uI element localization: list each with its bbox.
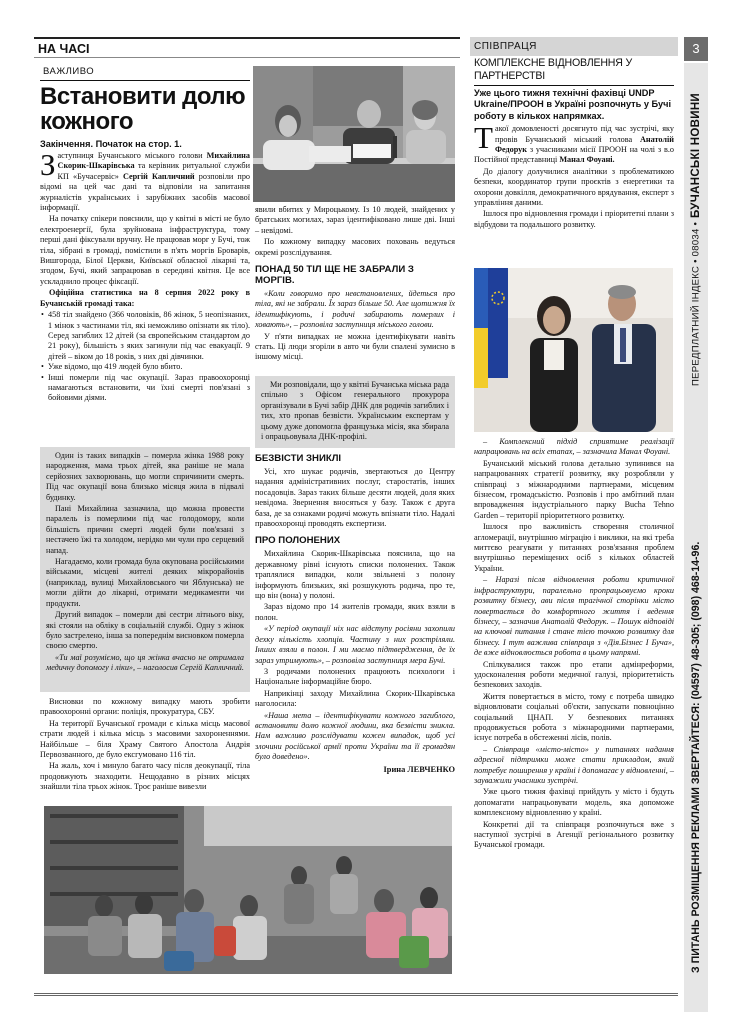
paragraph: явили вбитих у Мироцькому. Із 10 людей, знайдених у братських могилах, зараз ідентифіковано лише дві. Інші – невідомі. (255, 205, 455, 235)
author-byline: Ірина ЛЕВЧЕНКО (383, 764, 455, 774)
paragraph: Ішлося про важливість створення столичної агломерації, внутрішню міграцію і виклики, на які треба миттєво реагувати у питаннях розв'язання проблем внутрішньо переміщених осіб з кількох областей України. (474, 522, 674, 573)
paragraph: Ішлося про відновлення громади і пріоритетні плани з відбудови та подальшого розвитку. (474, 209, 674, 229)
quote: «Коли говоримо про невстановлених, йдеться про тіла, які не забрали. Їх зараз більше 50. Але щотижня їх ідентифікують, і родичі забирають померлих і ховають», – розповіла заступниця міського голови. (255, 289, 455, 330)
stats-item: • Уже відомо, що 419 людей було вбито. (40, 362, 250, 372)
article-column-2-bottom (255, 453, 455, 774)
paragraph: На початку спікери пояснили, що у квітні в місті не було електроенергії, була зруйнована інфраструктура, тому перші дані фіксували вручну. Не працював морг у Бучі, тож тіла, зібрані в громаді, помістили в п'ять моргів Броварів, Вишгорода, Білої Церкви, Київської обласної лікарні та, згодом, Бучі, який запрацював в середині квітня. Це все ускладнило процес фіксації. (40, 214, 250, 286)
photo-mayor-undp (474, 268, 673, 432)
cooperation-article-continued (474, 437, 674, 852)
section-title-right: СПІВПРАЦЯ (474, 41, 537, 52)
article-headline (40, 84, 250, 134)
stats-item: • 458 тіл знайдено (366 чоловіків, 86 жінок, 5 неопізнаних, 1 мінок з частинами тіл, які неможливо опізнати як тіло). Серед загиблих 12 дітей (за європейським стандартом до 21 року), більшість з яких загинули під час евакуації. 9 дітей – віком до 18 років, з них дві дівчинки. (40, 310, 250, 362)
article-lead: Уже цього тижня технічні фахівці UNDP Ukraine/ПРООН в Україні розпочнуть у Бучі роботу в кількох напрямках. (474, 88, 672, 121)
stats-list (40, 310, 250, 404)
box-paragraph: Ми розповідали, що у квітні Бучанська міська рада спільно з Офісом генерального прокурора організували в Бучі забір ДНК для родичів загиблих і тих, хто пропав безвісти. Українським експертам у цьому дуже допомогла французька місія, яка збирала і опрацьовувала ДНК-профілі. (261, 380, 449, 442)
page-number: 3 (684, 37, 708, 61)
article-label: ВАЖЛИВО (40, 66, 250, 81)
paragraph: Бучанський міський голова детально зупинився на напрацюваннях стратегії розвитку, яку розробляли у співпраці з міжнародними партнерами, місцевим бізнесом, громадськістю. Розповів і про амбітний план впровадження індустріального парку Bucha Tehno Garden – території пріоритетного розвитку. (474, 458, 674, 520)
paragraph: Висновки по кожному випадку мають зробити правоохоронні органи: поліція, прокуратура, СБУ. (40, 697, 250, 717)
sidebar-box-cases (40, 447, 250, 692)
quote: – Співпраця «місто-місто» у питаннях надання адресної підтримки може стати прикладом, який потребує поширення у країні і допомагає у відновленні, – зауважили учасники зустрічі. (474, 744, 674, 785)
quote: «Наша мета – ідентифікувати кожного загиблого, встановити долю кожної людини, яка безвісти зникла. Нам важливо розслідувати кожен випадок, щоб усі злочини російської армії проти України та її громадян було доведено». (255, 710, 455, 762)
subscription-index (684, 77, 708, 402)
person-name: Михайлина Скорик-Шкарівська (57, 151, 250, 171)
person-name-2: Манал Фоуані. (559, 155, 615, 165)
paragraph: У п'яти випадках не можна ідентифікувати навіть стать. Ці люди згоріли в авто чи були спалені зумисно в іншому місці. (255, 331, 455, 362)
sidebar-box-dna (255, 376, 455, 448)
section-header-right (470, 37, 678, 56)
quote: «У період окупації ніх нас відступу росіяни захопили дехку кількість хлопців. Частину з них розстріляли. Інших взяли в полон. І ми маємо підтвердження, де їх зараз утримують», – розповіла заступниця мера Бучі. (255, 624, 455, 665)
intro-paragraph: Такої домовленості досягнуто під час зустрічі, яку провів Бучанський міський голова Анатолій Федорук з учасниками місії ПРООН на чолі з в.о Постійної представниці Манал Фоуані. (474, 120, 674, 165)
paragraph: З родичами полонених працюють психологи і Національне інформаційне бюро. (255, 666, 455, 687)
drop-cap: Т (474, 120, 493, 156)
paragraph: Уже цього тижня фахівці прийдуть у місто і будуть допомагати напрацьовувати модель, яка допоможе комплексному відновленню у країні. (474, 787, 674, 818)
paragraph: Зараз відомо про 14 жителів громади, яких взяли в полон. (255, 602, 455, 622)
drop-cap: З (40, 147, 56, 182)
subheading-prisoners: ПРО ПОЛОНЕНИХ (255, 535, 341, 547)
box-paragraph: Другий випадок – померли дві сестри літнього віку, які стояли на обліку в соціальній службі. Одну з жінок було застрелено, інша за попереднім висновком померла своєю смертю. (46, 610, 244, 651)
paragraph: Спілкувалися також про етапи адмінреформи, удосконалення роботи медичної галузі, пріоритетність безпекових заходів. (474, 659, 674, 690)
person-name-2: Сергій Капличний (122, 171, 195, 181)
intro-paragraph: Заступниця Бучанського міського голови Михайлина Скорик-Шкарівська та керівник ритуальної служби КП «Бучасервіс» Сергій Капличний розповіли про відомі на цей час дані та відповіли на запитання журналістів українських і зарубіжних засобів масової інформації. (40, 147, 251, 213)
page-bottom-rule (34, 993, 678, 996)
paragraph: Михайлина Скорик-Шкарівська пояснила, що на державному рівні існують списки полонених. Також траплялися випадки, коли звільнені з полону інформують близьких, які розшукують родича, про те, що він (вона) у полоні. (255, 549, 455, 601)
photo-press-conference (253, 66, 455, 202)
cooperation-article (474, 57, 674, 231)
paragraph: Життя повертається в місто, тому є потреба швидко відновлювати соціальні об'єкти, запускати повноцінно соціальний ЦНАП. У безпекових питаннях продовжується робота з міжнародними партнерами, існує потреба в обстеженні лісів, полів. (474, 691, 674, 743)
box-paragraph: Пані Михайлина зазначила, що можна провести паралель із померлими під час голодомору, коли більшість причин смерті людей були пов'язані з нестачею їжі та холодом, нерідко ми чули про серцевий напад. (46, 504, 244, 555)
stats-title: Офіційна статистика на 8 серпня 2022 року в Бучанській громаді така: (40, 288, 250, 308)
side-strip (684, 37, 708, 1012)
box-paragraph: Нагадаємо, коли громада була окупована російськими військами, місцеві жителі деяких мікрорайонів (наприклад, вулиці Михайловського чи Яблунська) не могли дійти до лікарні, отримати медикаменти чи продукти. (46, 557, 244, 608)
paragraph: Конкретні дії та співпраця розпочнуться вже з наступної зустрічі в Агенції регіонального розвитку Бучанської громади. (474, 819, 674, 850)
paragraph: Усі, хто шукає родичів, звертаються до Центру надання адміністративних послуг, старостатів, інших посадовців. Зараз таких більше десяти людей, доля яких невідома. Звернення вносяться у базу. Також є друга база, де за ознаками родичі можуть впізнати тіло. Надалі правоохоронці проводять експертизи. (255, 467, 455, 529)
brand-name: БУЧАНСЬКІ НОВИНИ (690, 93, 702, 219)
section-title: НА ЧАСІ (38, 42, 90, 56)
headline-line-2: кожного (40, 108, 134, 135)
article-column-2 (255, 205, 455, 364)
paragraph: По кожному випадку масових поховань ведуться окремі розслідування. (255, 237, 455, 257)
paragraph: На території Бучанської громади є кілька місць масової страти людей і кілька місць з масовими захороненнями. Найбільше – біля Храму Святого Апостола Андрія Первозванного, де було ексгумовано 116 тіл. (40, 718, 250, 760)
article-title: КОМПЛЕКСНЕ ВІДНОВЛЕННЯ У ПАРТНЕРСТВІ (474, 57, 674, 86)
photo-audience (44, 806, 452, 974)
article-column-1-bottom (40, 697, 250, 794)
box-paragraph: Один із таких випадків – померла жінка 1988 року народження, мама трьох дітей, яка раніше не мала серйозних захворювань, що могли спричинити смерть. Під час окупації вона близько місяця жила в підвалі будинку. (46, 451, 244, 502)
paragraph: На жаль, хоч і минуло багато часу після деокупації, тіла продовжують знаходити. Нещодавно в різних місцях знайшли тіла трьох жінок. Троє раніше вивезли (40, 761, 250, 792)
headline-line-1: Встановити долю (40, 83, 246, 110)
ads-contact: З ПИТАНЬ РОЗМІЩЕННЯ РЕКЛАМИ ЗВЕРТАЙТЕСЯ: (04597) 48-305; (098) 468-14-96. (690, 541, 702, 973)
quote: – Наразі після відновлення роботи критичної інфраструктури, паралельно пропрацьовуємо кроки розвитку бізнесу, ави після трагічної сторінки місто повертається до комфортного життя і ведення бізнесу, – зазначив Анатолій Федорук. – Пошук відповіді на ключові питання і стане тією точкою розвитку для бізнесу. І тут важлива співпраця з «Дія.Бізнес І Буча», де вже відновлюється робота в цьому напрямі. (474, 575, 674, 658)
continuation-note: Закінчення. Початок на стор. 1. (40, 139, 182, 149)
box-quote: «Ти маї розуміємо, що ця жінка вчасно не отримала медичну допомогу і ліки», – наголосив Сергій Капличний. (46, 652, 244, 673)
subheading-missing: БЕЗВІСТИ ЗНИКЛІ (255, 453, 342, 464)
person-name: Анатолій Федорук (494, 134, 674, 155)
subheading-morgues: ПОНАД 50 ТІЛ ЩЕ НЕ ЗАБРАЛИ З МОРГІВ. (255, 264, 414, 287)
quote: – Комплексний підхід сприятиме реалізації напрацювань на всіх етапах, – зазначила Манал Фоуані. (474, 437, 674, 457)
index-text: ПЕРЕДПЛАТНИЙ ІНДЕКС • 08034 • (690, 221, 702, 386)
article-column-1 (40, 147, 251, 404)
paragraph: До діалогу долучилися аналітики з проблематикою безпеки, координатор групи проєктів з енергетики та охорони довкілля, демократичного врядування, експерт з управління даними. (474, 166, 674, 208)
section-header-left (34, 37, 460, 58)
stats-item: • Інші померли під час окупації. Зараз правоохоронці намагаються встановити, чи їхні смерті пов'язані з бойовими діями. (40, 373, 250, 404)
paragraph: Наприкінці заходу Михайлина Скорик-Шкарівська наголосила: (255, 688, 455, 709)
